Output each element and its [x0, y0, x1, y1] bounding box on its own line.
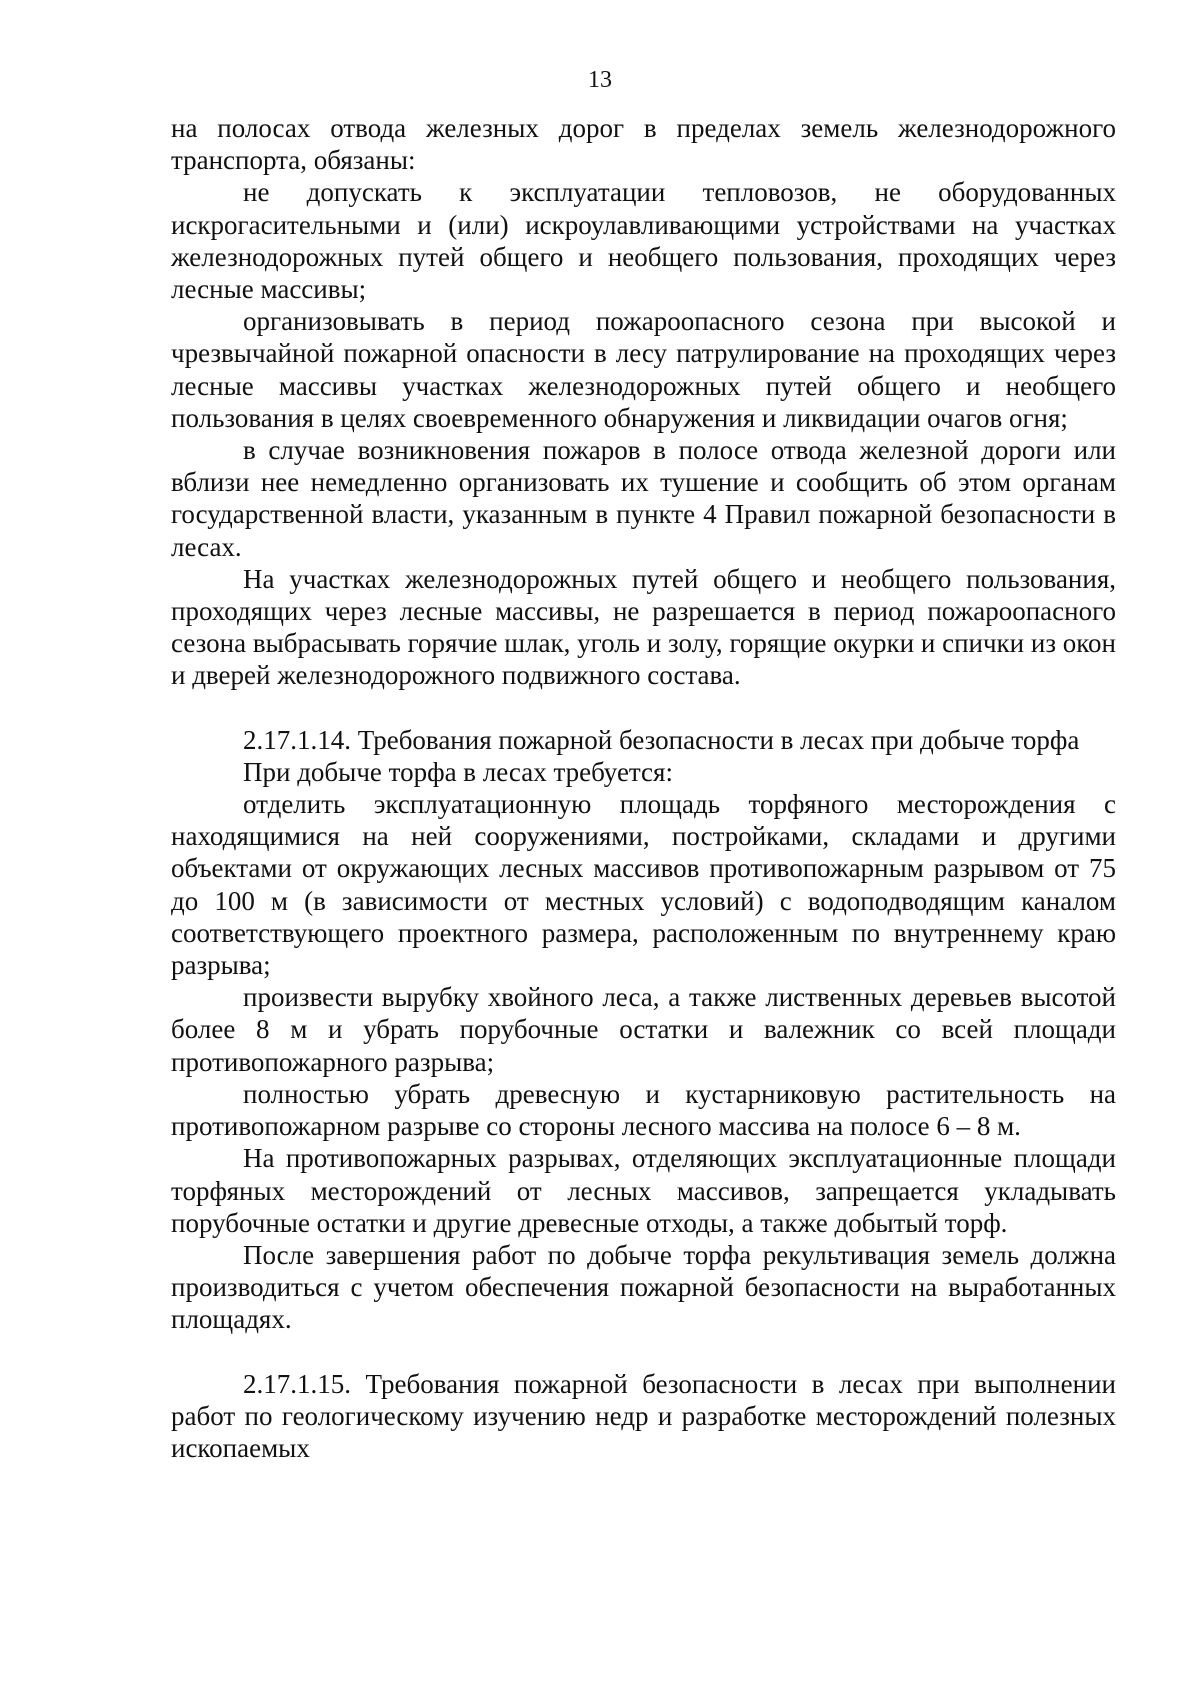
- paragraph-peat-cutting: произвести вырубку хвойного леса, а также лиственных деревьев высотой более 8 м и убрать порубочные остатки и валежник со всей площади противопожарного разрыва;: [171, 982, 1116, 1077]
- document-body: [171, 112, 1116, 1464]
- paragraph-peat-intro: При добыче торфа в лесах требуется:: [243, 756, 673, 787]
- paragraph-peat-prohibition: На противопожарных разрывах, отделяющих эксплуатационные площади торфяных месторождений от лесных массивов, запрещается укладывать порубочные остатки и другие древесные отходы, а также добытый торф.: [171, 1143, 1116, 1238]
- paragraph-peat-separate: отделить эксплуатационную площадь торфяного месторождения с находящимися на ней сооружениями, постройками, складами и другими объектами от окружающих лесных массивов противопожарным разрывом от 75 до 100 м (в зависимости от местных условий) с водоподводящим каналом соответствующего проектного размера, расположенным по внутреннему краю разрыва;: [171, 789, 1116, 981]
- paragraph-continuation: на полосах отвода железных дорог в пределах земель железнодорожного транспорта, обязаны:: [171, 113, 1116, 176]
- section-heading-geology: 2.17.1.15. Требования пожарной безопасности в лесах при выполнении работ по геологическому изучению недр и разработке месторождений полезных ископаемых: [171, 1368, 1116, 1463]
- paragraph-peat-recultivation: После завершения работ по добыче торфа рекультивация земель должна производиться с учетом обеспечения пожарной безопасности на выработанных площадях.: [171, 1239, 1116, 1335]
- section-heading-peat: 2.17.1.14. Требования пожарной безопасности в лесах при добыче торфа: [243, 724, 1080, 755]
- page-number: 13: [588, 67, 612, 93]
- paragraph-peat-vegetation: полностью убрать древесную и кустарниковую растительность на противопожарном разрыве со стороны лесного массива на полосе 6 – 8 м.: [171, 1078, 1116, 1142]
- paragraph-fire-response: в случае возникновения пожаров в полосе отвода железной дороги или вблизи нее немедленно организовать их тушение и сообщить об этом органам государственной власти, указанным в пункте 4 Правил пожарной безопасности в лесах.: [171, 435, 1116, 562]
- paragraph-prohibition: На участках железнодорожных путей общего и необщего пользования, проходящих через лесные массивы, не разрешается в период пожароопасного сезона выбрасывать горячие шлак, уголь и золу, горящие окурки и спички из окон и дверей железнодорожного подвижного состава.: [171, 563, 1116, 691]
- paragraph-patrol: организовывать в период пожароопасного сезона при высокой и чрезвычайной пожарной опасности в лесу патрулирование на проходящих через лесные массивы участках железнодорожных путей общего и необщего пользования в целях своевременного обнаружения и ликвидации очагов огня;: [171, 306, 1116, 433]
- paragraph-locomotives: не допускать к эксплуатации тепловозов, не оборудованных искрогасительными и (или) искроулавливающими устройствами на участках железнодорожных путей общего и необщего пользования, проходящих через лесные массивы;: [171, 177, 1116, 305]
